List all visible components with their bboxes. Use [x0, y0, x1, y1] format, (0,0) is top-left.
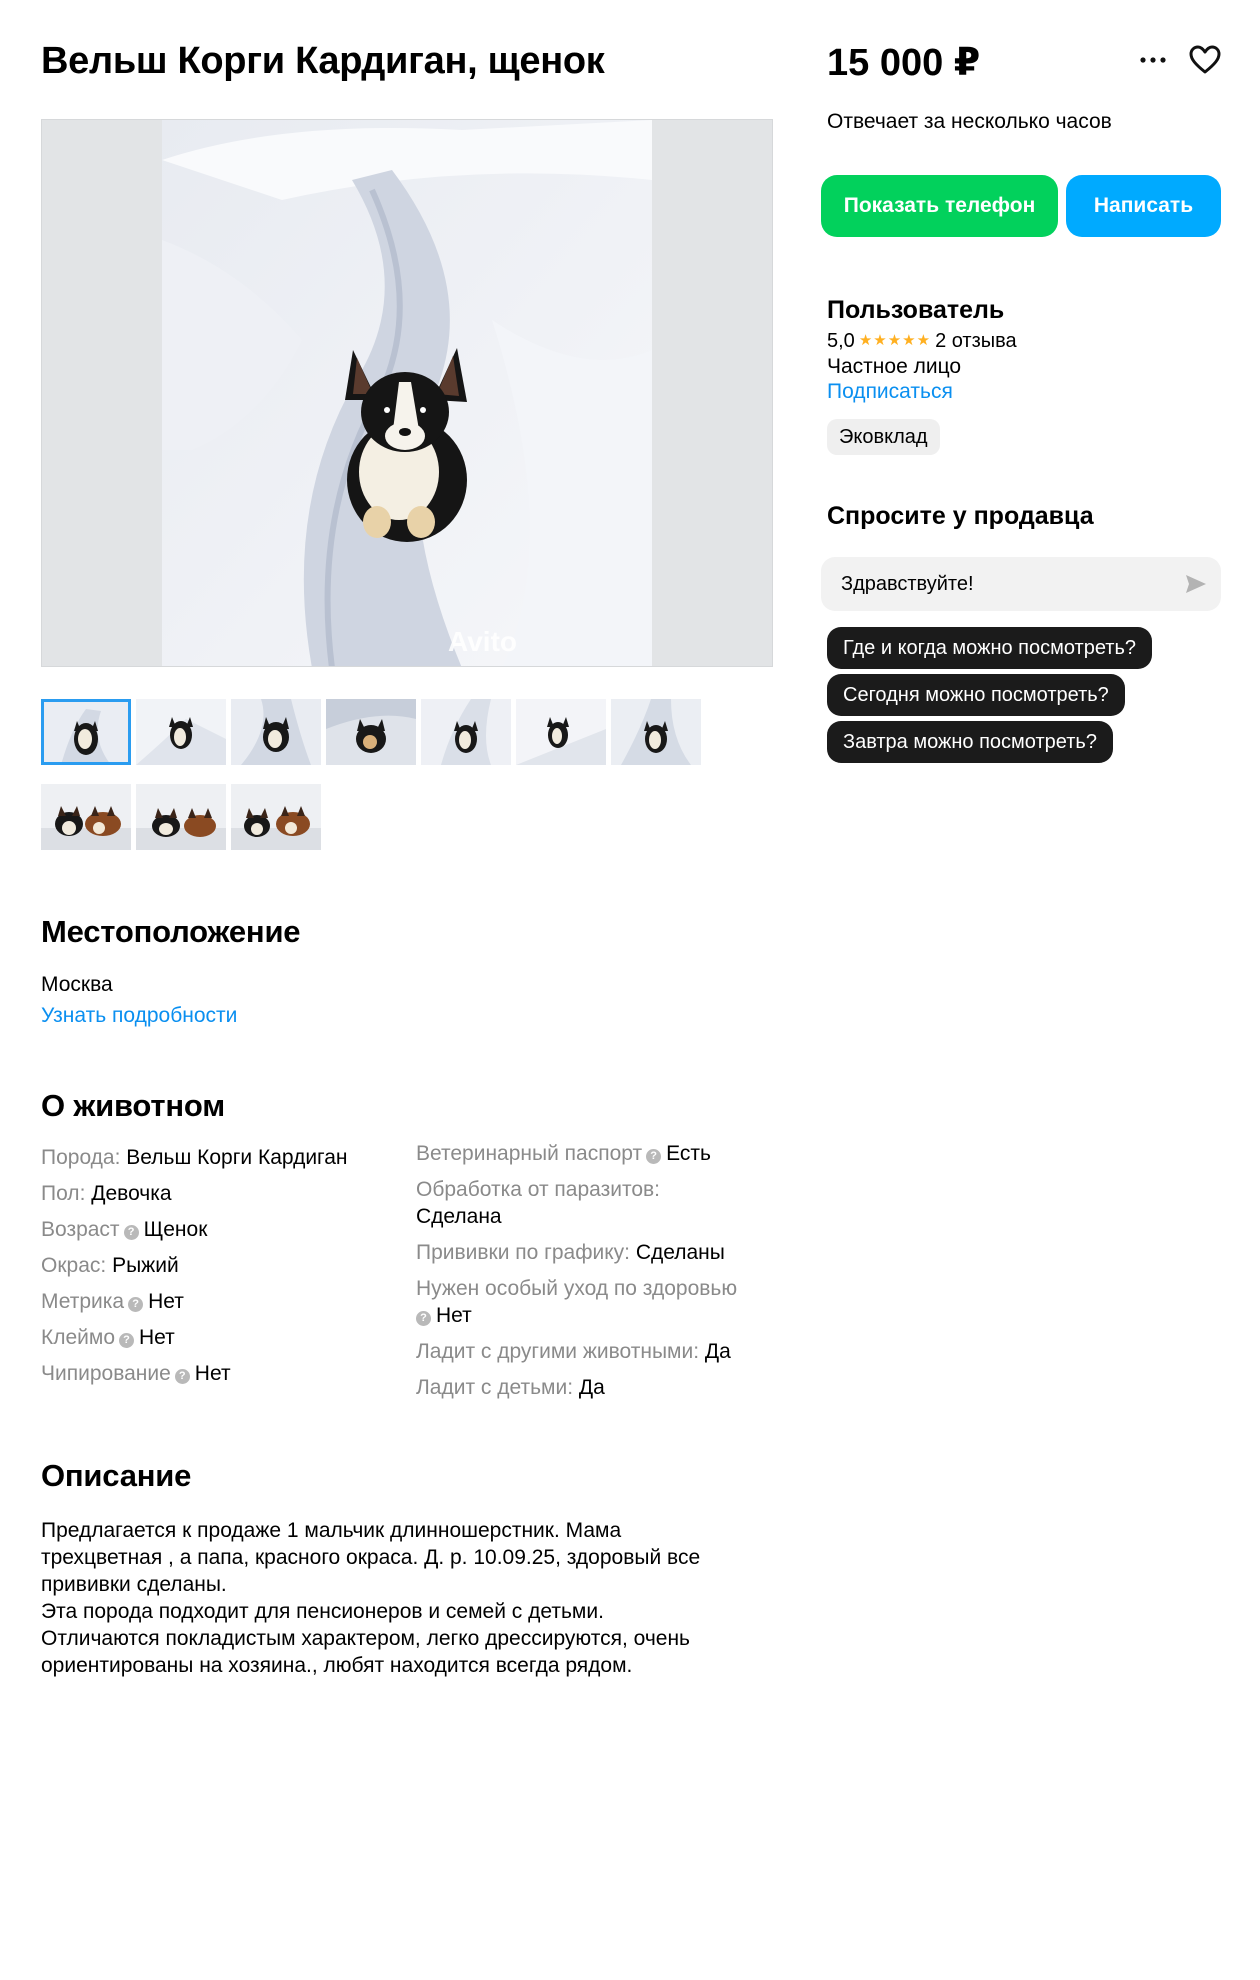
spec-key: Метрика	[41, 1290, 125, 1313]
spec-value: Да	[704, 1340, 731, 1363]
response-time: Отвечает за несколько часов	[827, 110, 1112, 133]
spec-row	[41, 1140, 401, 1176]
help-icon[interactable]: ?	[128, 1297, 143, 1312]
spec-key: Клеймо	[41, 1326, 116, 1349]
spec-value: Сделаны	[635, 1241, 725, 1264]
avito-watermark: Avito	[448, 626, 517, 657]
spec-row	[416, 1176, 796, 1230]
seller-type: Частное лицо	[827, 355, 962, 378]
thumbnail[interactable]	[41, 784, 131, 850]
spec-value: Нет	[194, 1362, 231, 1385]
thumbnail[interactable]	[136, 784, 226, 850]
spec-value: Рыжий	[112, 1254, 179, 1277]
description-line: трехцветная , а папа, красного окраса. Д. р. 10.09.25, здоровый все	[41, 1546, 701, 1569]
show-phone-button[interactable]: Показать телефон	[821, 175, 1058, 237]
spec-value: Нет	[436, 1304, 472, 1327]
seller-badge[interactable]: Эковклад	[827, 419, 940, 455]
location-city: Москва	[41, 973, 113, 996]
thumbnail[interactable]	[421, 699, 511, 765]
thumbnail[interactable]	[231, 784, 321, 850]
animal-heading: О животном	[41, 1088, 225, 1123]
description-heading: Описание	[41, 1458, 192, 1493]
heart-icon[interactable]	[1189, 45, 1221, 75]
rating-value: 5,0	[827, 330, 855, 352]
reviews-link[interactable]: 2 отзыва	[935, 330, 1017, 352]
spec-key: Ветеринарный паспорт	[416, 1142, 643, 1165]
seller-rating	[827, 330, 1017, 353]
animal-specs-left	[41, 1140, 401, 1392]
quick-question-chip[interactable]: Завтра можно посмотреть?	[827, 721, 1113, 763]
thumbnail[interactable]	[136, 699, 226, 765]
seller-name[interactable]: Пользователь	[827, 296, 1005, 324]
spec-row	[41, 1212, 401, 1248]
quick-question-chip[interactable]: Сегодня можно посмотреть?	[827, 674, 1125, 716]
description-line: Предлагается к продаже 1 мальчик длинношерстник. Мама	[41, 1519, 622, 1542]
spec-key: Пол:	[41, 1182, 86, 1205]
spec-key: Возраст	[41, 1218, 120, 1241]
spec-key: Окрас:	[41, 1254, 107, 1277]
spec-row	[41, 1248, 401, 1284]
location-details-link[interactable]: Узнать подробности	[41, 1004, 238, 1027]
spec-key: Нужен особый уход по здоровью	[416, 1277, 738, 1300]
description-line: Эта порода подходит для пенсионеров и семей с детьми.	[41, 1600, 604, 1623]
thumbnail[interactable]	[231, 699, 321, 765]
description-text	[41, 1517, 801, 1679]
spec-row	[416, 1338, 796, 1365]
puppy-photo	[162, 120, 652, 667]
spec-key: Прививки по графику:	[416, 1241, 630, 1264]
spec-row	[416, 1275, 796, 1329]
quick-question-chip[interactable]: Где и когда можно посмотреть?	[827, 627, 1152, 669]
spec-value: Да	[578, 1376, 605, 1399]
spec-row	[41, 1356, 401, 1392]
spec-row	[41, 1176, 401, 1212]
description-line: Отличаются покладистым характером, легко дрессируются, очень	[41, 1627, 691, 1650]
help-icon[interactable]: ?	[416, 1311, 431, 1326]
thumbnail[interactable]	[611, 699, 701, 765]
ask-seller-box	[821, 557, 1221, 611]
subscribe-link[interactable]: Подписаться	[827, 380, 953, 403]
spec-key: Ладит с другими животными:	[416, 1340, 700, 1363]
spec-value: Нет	[139, 1326, 175, 1349]
spec-value: Вельш Корги Кардиган	[126, 1146, 348, 1169]
help-icon[interactable]: ?	[175, 1369, 190, 1384]
animal-specs-right	[416, 1140, 796, 1410]
spec-key: Порода:	[41, 1146, 121, 1169]
send-icon[interactable]	[1185, 574, 1207, 594]
spec-row	[41, 1284, 401, 1320]
thumbnail[interactable]	[326, 699, 416, 765]
write-message-button[interactable]: Написать	[1066, 175, 1221, 237]
spec-key: Ладит с детьми:	[416, 1376, 574, 1399]
spec-value: Сделана	[416, 1205, 502, 1228]
price: 15 000 ₽	[827, 42, 981, 84]
description-line: прививки сделаны.	[41, 1573, 227, 1596]
spec-key: Чипирование	[41, 1362, 171, 1385]
listing-title: Вельш Корги Кардиган, щенок	[41, 40, 605, 82]
thumbnail[interactable]	[41, 699, 131, 765]
ask-seller-heading: Спросите у продавца	[827, 502, 1094, 530]
message-input[interactable]	[841, 557, 1171, 611]
spec-value: Нет	[148, 1290, 184, 1313]
spec-key: Обработка от паразитов:	[416, 1178, 661, 1201]
spec-row	[416, 1140, 796, 1167]
main-photo[interactable]	[41, 119, 773, 667]
more-dots-icon[interactable]	[1137, 46, 1169, 72]
help-icon[interactable]: ?	[646, 1149, 661, 1164]
description-line: ориентированы на хозяина., любят находится всегда рядом.	[41, 1654, 633, 1677]
help-icon[interactable]: ?	[124, 1225, 139, 1240]
spec-value: Есть	[666, 1142, 711, 1165]
rating-stars-icon: ★★★★★	[858, 332, 932, 349]
spec-value: Щенок	[143, 1218, 208, 1241]
spec-row	[416, 1374, 796, 1401]
location-heading: Местоположение	[41, 914, 301, 949]
spec-row	[41, 1320, 401, 1356]
help-icon[interactable]: ?	[119, 1333, 134, 1348]
spec-row	[416, 1239, 796, 1266]
thumbnail[interactable]	[516, 699, 606, 765]
spec-value: Девочка	[91, 1182, 172, 1205]
